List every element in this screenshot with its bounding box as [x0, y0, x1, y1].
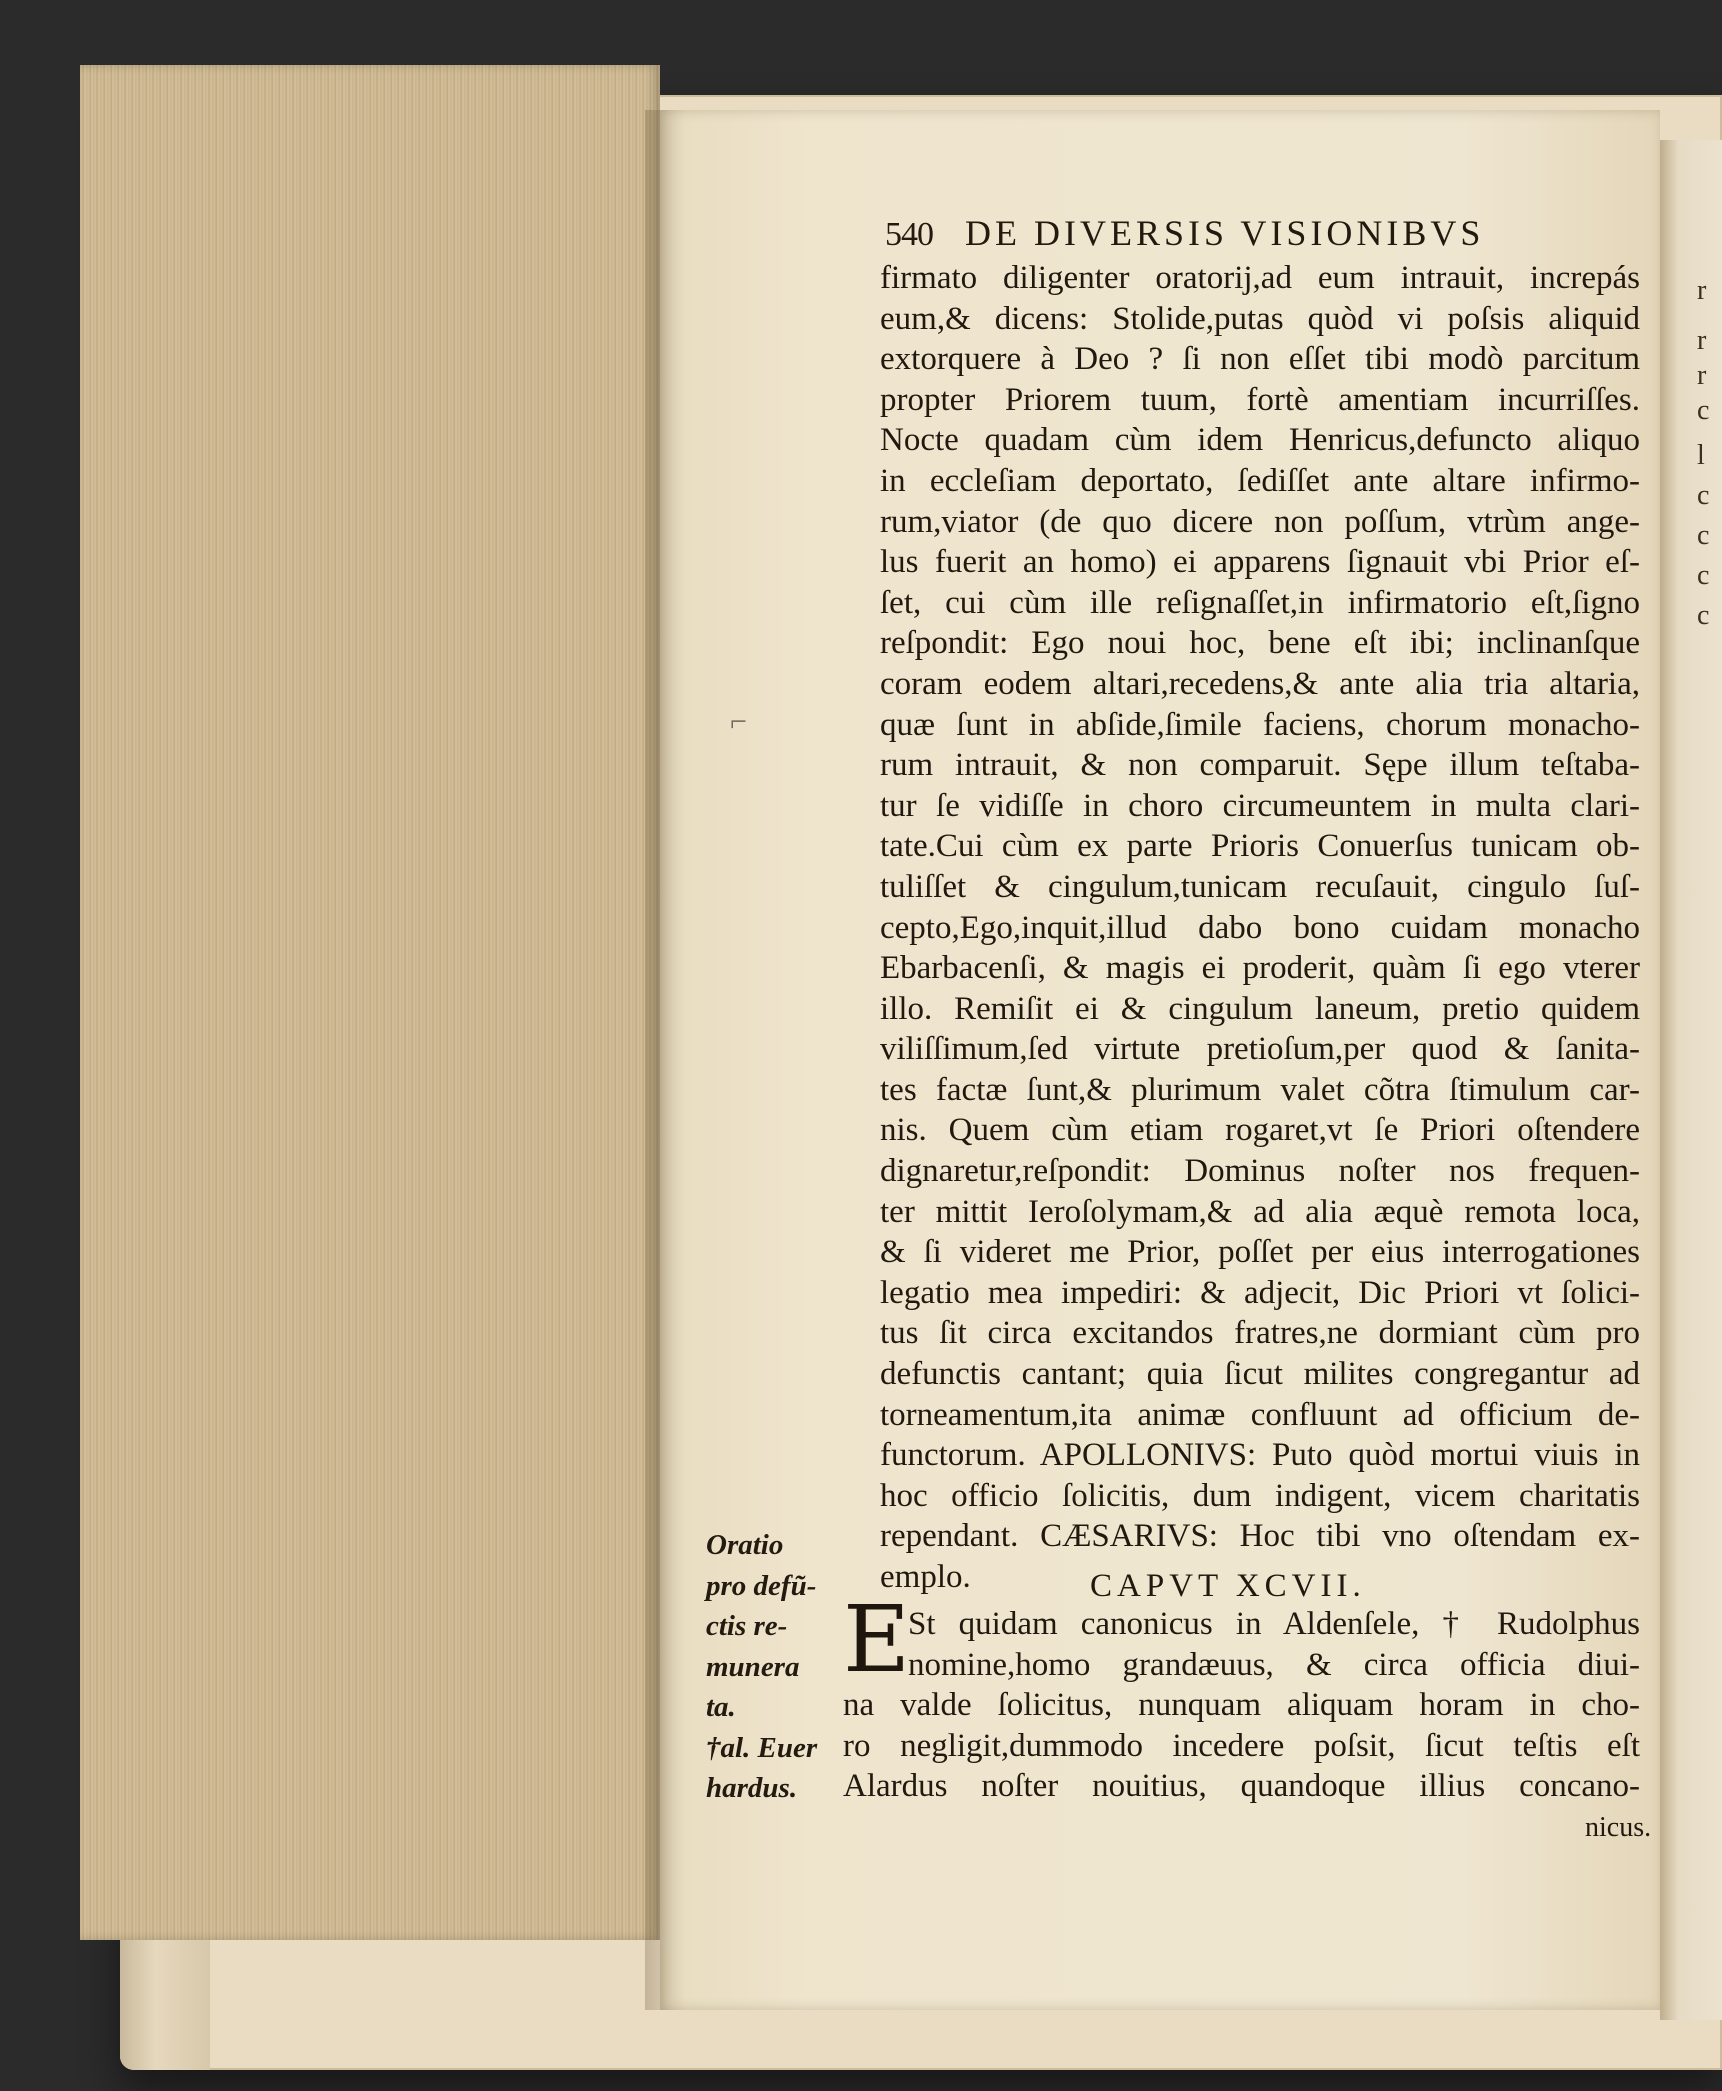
chapter-line: na valde ſolicitus, nunquam aliquam horam in cho- — [843, 1687, 1640, 1724]
text-line: ter mittit Ieroſolymam,& ad alia æquè remota loca, — [880, 1193, 1640, 1230]
text-line: emplo. — [880, 1559, 971, 1595]
next-page-letter: c — [1697, 520, 1710, 551]
margin-note-line: ctis re- — [706, 1610, 788, 1642]
text-line: torneamentum,ita animæ confluunt ad officium de- — [880, 1396, 1640, 1433]
margin-note-line: pro defũ- — [706, 1569, 817, 1602]
text-line: tate.Cui cùm ex parte Prioris Conuerſus tunicam ob- — [880, 828, 1640, 865]
text-line: eum,& dicens: Stolide,putas quòd vi poſsis aliquid — [880, 300, 1640, 337]
spine-shadow — [645, 110, 685, 2010]
text-line: legatio mea impediri: & adjecit, Dic Priori vt ſolici- — [880, 1274, 1640, 1311]
text-line: tuliſſet & cingulum,tunicam recuſauit, cingulo ſuſ- — [880, 868, 1640, 905]
catchword: nicus. — [1585, 1812, 1652, 1843]
margin-note-line: hardus. — [706, 1772, 798, 1804]
running-head — [885, 212, 1565, 258]
chapter-line: nomine,homo grandæuus, & circa officia diui- — [908, 1646, 1640, 1683]
chapter-heading: CAPVT XCVII. — [1090, 1568, 1366, 1604]
text-line: in eccleſiam deportato, ſediſſet ante altare infirmo- — [880, 462, 1640, 499]
text-line: hoc officio ſolicitis, dum indigent, vicem charitatis — [880, 1477, 1640, 1514]
margin-note-line: Oratio — [706, 1529, 784, 1561]
chapter-line: ro negligit,dummodo incedere poſsit, ſicut teſtis eſt — [843, 1727, 1640, 1764]
text-line: coram eodem altari,recedens,& ante alia tria altaria, — [880, 665, 1640, 702]
text-line: lus fuerit an homo) ei apparens ſignauit vbi Prior eſ- — [880, 544, 1640, 581]
text-line: tus ſit circa excitandos fratres,ne dormiant cùm pro — [880, 1315, 1640, 1352]
next-page-letter: r — [1697, 325, 1707, 356]
text-line: firmato diligenter oratorij,ad eum intrauit, increpás — [880, 260, 1640, 296]
chapter-line: Alardus noſter nouitius, quandoque illius concano- — [843, 1768, 1640, 1805]
text-line: viliſſimum,ſed virtute pretioſum,per quod & ſanita- — [880, 1031, 1640, 1068]
margin-note-line: †al. Euer — [706, 1731, 818, 1764]
next-page-letter: r — [1697, 360, 1707, 391]
chapter-line: St quidam canonicus in Aldenſele, † Rudolphus — [908, 1606, 1640, 1642]
text-line: rependant. CÆSARIVS: Hoc tibi vno oſtendam ex- — [880, 1518, 1640, 1555]
text-line: quæ ſunt in abſide,ſimile faciens, chorum monacho- — [880, 706, 1640, 743]
next-page-letter: c — [1697, 560, 1710, 591]
text-line: rum intrauit, & non comparuit. Sępe illum teſtaba- — [880, 747, 1640, 784]
next-page-letter: l — [1697, 440, 1705, 471]
text-line: dignaretur,reſpondit: Dominus noſter nos frequen- — [880, 1153, 1640, 1190]
text-line: ſet, cui cùm ille reſignaſſet,in infirmatorio eſt,ſigno — [880, 584, 1640, 621]
text-line: & ſi videret me Prior, poſſet per eius interrogationes — [880, 1234, 1640, 1271]
text-line: defunctis cantant; quia ſicut milites congregantur ad — [880, 1356, 1640, 1393]
text-line: propter Priorem tuum, fortè amentiam incurriſſes. — [880, 381, 1640, 418]
next-page-letter: c — [1697, 395, 1710, 426]
body-text — [880, 258, 1640, 1598]
text-line: tes factæ ſunt,& plurimum valet cõtra ſtimulum car- — [880, 1071, 1640, 1108]
text-line: extorquere à Deo ? ſi non eſſet tibi modò parcitum — [880, 341, 1640, 378]
page-block-edges — [80, 65, 660, 1940]
page-number: 540 — [885, 216, 933, 253]
next-page-letter: c — [1697, 480, 1710, 511]
next-page-edge — [1660, 140, 1722, 2020]
text-line: Ebarbacenſi, & magis ei proderit, quàm ſi ego vterer — [880, 950, 1640, 987]
margin-note — [706, 1525, 836, 1809]
text-line: illo. Remiſit ei & cingulum laneum, pretio quidem — [880, 990, 1640, 1027]
text-line: functorum. APOLLONIVS: Puto quòd mortui viuis in — [880, 1437, 1640, 1474]
chapter-text — [843, 1604, 1640, 1807]
running-title: DE DIVERSIS VISIONIBVS — [965, 213, 1485, 253]
text-line: nis. Quem cùm etiam rogaret,vt ſe Priori oſtendere — [880, 1112, 1640, 1149]
margin-note-line: ta. — [706, 1691, 736, 1723]
next-page-letter: r — [1697, 275, 1707, 306]
pencil-mark: ⌐ — [730, 705, 747, 738]
text-line: rum,viator (de quo dicere non poſſum, vtrùm ange- — [880, 503, 1640, 540]
text-line: tur ſe vidiſſe in choro circumeuntem in multa clari- — [880, 787, 1640, 824]
next-page-letter: c — [1697, 600, 1710, 631]
decorated-initial: E — [843, 1586, 911, 1693]
text-line: Nocte quadam cùm idem Henricus,defuncto aliquo — [880, 422, 1640, 459]
text-line: reſpondit: Ego noui hoc, bene eſt ibi; inclinanſque — [880, 625, 1640, 662]
margin-note-line: munera — [706, 1650, 800, 1683]
text-line: cepto,Ego,inquit,illud dabo bono cuidam monacho — [880, 909, 1640, 946]
